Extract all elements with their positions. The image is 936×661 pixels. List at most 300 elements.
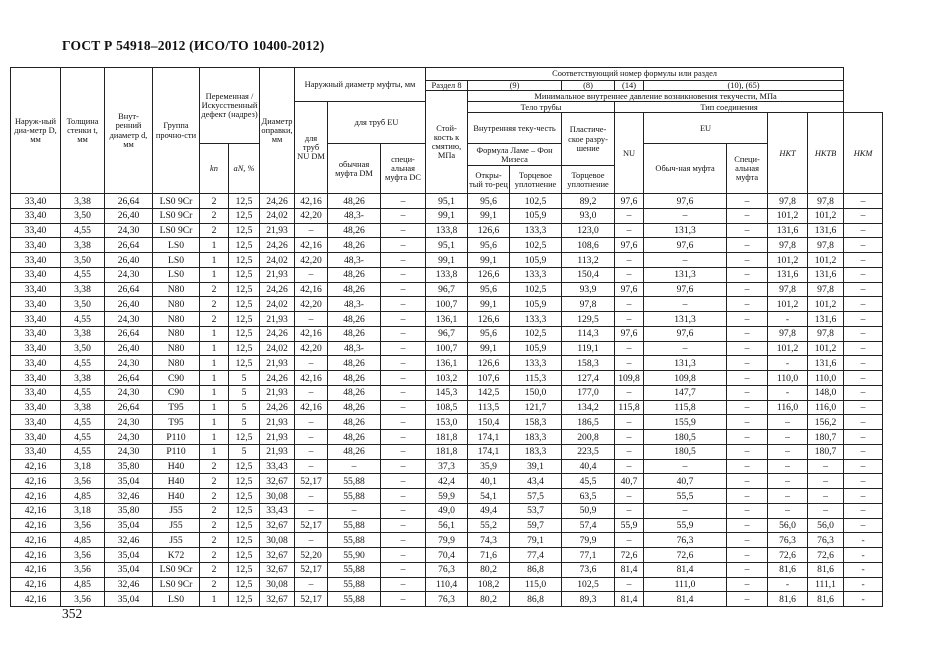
table-cell: 95,6 bbox=[468, 326, 510, 341]
table-cell: – bbox=[644, 253, 727, 268]
table-cell: 42,16 bbox=[11, 548, 61, 563]
header-wall: Толщина стенки t, мм bbox=[61, 68, 105, 194]
table-cell: 1 bbox=[200, 592, 229, 607]
table-cell: 131,3 bbox=[644, 356, 727, 371]
table-row bbox=[11, 238, 883, 253]
table-cell: 24,26 bbox=[260, 371, 295, 386]
table-cell: 80,2 bbox=[468, 592, 510, 607]
table-cell: – bbox=[295, 459, 328, 474]
header-crush: Стой-кость к смятию, МПа bbox=[426, 91, 468, 194]
table-cell: 174,1 bbox=[468, 430, 510, 445]
table-cell: 21,93 bbox=[260, 444, 295, 459]
table-cell: 1 bbox=[200, 238, 229, 253]
table-cell: – bbox=[381, 356, 426, 371]
table-cell: – bbox=[844, 326, 883, 341]
table-cell: 30,08 bbox=[260, 489, 295, 504]
table-cell: 2 bbox=[200, 474, 229, 489]
table-row bbox=[11, 208, 883, 223]
table-cell: – bbox=[644, 208, 727, 223]
table-cell: 26,64 bbox=[105, 326, 153, 341]
header-formula-section: Соответствующий номер формулы или раздел bbox=[426, 68, 844, 81]
table-cell: 131,6 bbox=[808, 223, 844, 238]
data-table bbox=[10, 67, 883, 607]
table-cell: 126,6 bbox=[468, 223, 510, 238]
table-cell: 180,5 bbox=[644, 444, 727, 459]
table-cell: 53,7 bbox=[510, 503, 562, 518]
table-cell: 1 bbox=[200, 400, 229, 415]
table-cell: 52,17 bbox=[295, 518, 328, 533]
table-cell: – bbox=[615, 253, 644, 268]
table-row bbox=[11, 371, 883, 386]
table-cell: 35,04 bbox=[105, 548, 153, 563]
table-cell: 133,3 bbox=[510, 267, 562, 282]
table-cell: 97,6 bbox=[615, 282, 644, 297]
table-cell: 42,16 bbox=[295, 282, 328, 297]
table-cell: 2 bbox=[200, 562, 229, 577]
table-cell: 4,55 bbox=[61, 356, 105, 371]
table-cell: – bbox=[844, 267, 883, 282]
table-cell: 26,64 bbox=[105, 282, 153, 297]
table-cell: 12,5 bbox=[229, 312, 260, 327]
table-cell: 1 bbox=[200, 385, 229, 400]
table-cell: 40,7 bbox=[644, 474, 727, 489]
table-cell: 96,7 bbox=[426, 326, 468, 341]
table-cell: 50,9 bbox=[562, 503, 615, 518]
table-cell: 97,8 bbox=[768, 194, 808, 209]
table-cell: – bbox=[381, 489, 426, 504]
table-cell: – bbox=[727, 223, 768, 238]
table-cell: – bbox=[727, 459, 768, 474]
table-cell: 35,04 bbox=[105, 562, 153, 577]
table-cell: 71,6 bbox=[468, 548, 510, 563]
table-cell: 177,0 bbox=[562, 385, 615, 400]
table-cell: 72,6 bbox=[808, 548, 844, 563]
table-cell: – bbox=[644, 297, 727, 312]
table-cell: 42,16 bbox=[11, 503, 61, 518]
table-cell: 80,2 bbox=[468, 562, 510, 577]
table-cell: 12,5 bbox=[229, 253, 260, 268]
table-row bbox=[11, 194, 883, 209]
table-cell: 115,8 bbox=[644, 400, 727, 415]
table-cell: – bbox=[727, 503, 768, 518]
header-lame: Формула Ламе – Фон Мизеса bbox=[468, 144, 562, 166]
table-cell: 55,5 bbox=[644, 489, 727, 504]
table-cell: – bbox=[381, 400, 426, 415]
table-cell: 99,1 bbox=[426, 253, 468, 268]
table-cell: 37,3 bbox=[426, 459, 468, 474]
table-cell: 1 bbox=[200, 356, 229, 371]
table-cell: 33,40 bbox=[11, 223, 61, 238]
table-cell: 131,6 bbox=[808, 312, 844, 327]
table-cell: 109,8 bbox=[644, 371, 727, 386]
table-cell: 111,1 bbox=[808, 577, 844, 592]
table-cell: 72,6 bbox=[768, 548, 808, 563]
table-cell: – bbox=[381, 312, 426, 327]
table-cell: 126,6 bbox=[468, 312, 510, 327]
header-internal-yield: Внутренняя теку-честь bbox=[468, 113, 562, 144]
table-cell: – bbox=[808, 459, 844, 474]
table-cell: – bbox=[727, 518, 768, 533]
table-cell: 55,88 bbox=[328, 592, 381, 607]
table-cell: 136,1 bbox=[426, 312, 468, 327]
table-cell: 136,1 bbox=[426, 356, 468, 371]
table-cell: 26,40 bbox=[105, 341, 153, 356]
table-cell: 3,18 bbox=[61, 459, 105, 474]
table-cell: 99,1 bbox=[468, 341, 510, 356]
table-cell: 55,90 bbox=[328, 548, 381, 563]
table-cell: – bbox=[615, 341, 644, 356]
table-cell: 21,93 bbox=[260, 312, 295, 327]
table-cell: N80 bbox=[153, 297, 200, 312]
table-cell: 97,6 bbox=[615, 238, 644, 253]
header-sec8: Раздел 8 bbox=[426, 81, 468, 91]
table-cell: 156,2 bbox=[808, 415, 844, 430]
table-cell: H40 bbox=[153, 459, 200, 474]
table-cell: 119,1 bbox=[562, 341, 615, 356]
header-open-end: Откры-тый то-рец bbox=[468, 166, 510, 194]
table-cell: 56,0 bbox=[808, 518, 844, 533]
table-cell: – bbox=[381, 577, 426, 592]
table-cell: - bbox=[844, 562, 883, 577]
table-cell: 24,30 bbox=[105, 223, 153, 238]
table-cell: 2 bbox=[200, 194, 229, 209]
table-cell: 134,2 bbox=[562, 400, 615, 415]
table-cell: – bbox=[615, 385, 644, 400]
table-cell: 131,6 bbox=[808, 356, 844, 371]
table-cell: 79,9 bbox=[562, 533, 615, 548]
table-cell: 4,85 bbox=[61, 577, 105, 592]
table-cell: 24,30 bbox=[105, 430, 153, 445]
table-cell: 93,0 bbox=[562, 208, 615, 223]
table-row bbox=[11, 503, 883, 518]
table-cell: 35,80 bbox=[105, 503, 153, 518]
table-cell: 12,5 bbox=[229, 223, 260, 238]
table-cell: 48,26 bbox=[328, 356, 381, 371]
table-cell: 56,1 bbox=[426, 518, 468, 533]
table-cell: 12,5 bbox=[229, 341, 260, 356]
table-cell: – bbox=[381, 341, 426, 356]
table-cell: 97,8 bbox=[808, 238, 844, 253]
table-cell: 76,3 bbox=[644, 533, 727, 548]
table-cell: 1 bbox=[200, 371, 229, 386]
table-cell: 59,9 bbox=[426, 489, 468, 504]
table-cell: 2 bbox=[200, 518, 229, 533]
table-cell: 2 bbox=[200, 489, 229, 504]
table-cell: LS0 9Cr bbox=[153, 208, 200, 223]
table-cell: 55,88 bbox=[328, 518, 381, 533]
table-cell: 150,4 bbox=[562, 267, 615, 282]
table-cell: – bbox=[727, 341, 768, 356]
table-row bbox=[11, 533, 883, 548]
table-cell: – bbox=[644, 503, 727, 518]
table-cell: – bbox=[844, 503, 883, 518]
header-f9: (9) bbox=[468, 81, 562, 91]
table-cell: 115,3 bbox=[510, 371, 562, 386]
table-cell: 52,17 bbox=[295, 474, 328, 489]
table-cell: 35,04 bbox=[105, 518, 153, 533]
table-cell: 181,8 bbox=[426, 444, 468, 459]
table-cell: – bbox=[768, 474, 808, 489]
table-cell: 12,5 bbox=[229, 297, 260, 312]
table-cell: 26,64 bbox=[105, 194, 153, 209]
table-cell: 24,26 bbox=[260, 282, 295, 297]
table-cell: 52,17 bbox=[295, 562, 328, 577]
table-cell: 1 bbox=[200, 267, 229, 282]
table-cell: 109,8 bbox=[615, 371, 644, 386]
table-cell: 4,85 bbox=[61, 489, 105, 504]
table-cell: 97,8 bbox=[768, 282, 808, 297]
table-cell: 150,4 bbox=[468, 415, 510, 430]
table-cell: 30,08 bbox=[260, 577, 295, 592]
table-cell: - bbox=[844, 592, 883, 607]
table-cell: 2 bbox=[200, 312, 229, 327]
table-cell: – bbox=[768, 444, 808, 459]
table-cell: 70,4 bbox=[426, 548, 468, 563]
table-cell: 1 bbox=[200, 326, 229, 341]
table-cell: 133,3 bbox=[510, 312, 562, 327]
table-cell: – bbox=[615, 208, 644, 223]
table-cell: 113,2 bbox=[562, 253, 615, 268]
table-cell: 12,5 bbox=[229, 503, 260, 518]
table-cell: 2 bbox=[200, 208, 229, 223]
table-cell: 3,18 bbox=[61, 503, 105, 518]
table-cell: 2 bbox=[200, 577, 229, 592]
table-cell: 101,2 bbox=[808, 297, 844, 312]
table-cell: 33,40 bbox=[11, 326, 61, 341]
table-cell: – bbox=[381, 385, 426, 400]
table-cell: 48,26 bbox=[328, 415, 381, 430]
table-cell: – bbox=[844, 238, 883, 253]
header-special: специ-альная муфта DC bbox=[381, 144, 426, 194]
table-row bbox=[11, 518, 883, 533]
table-cell: 86,8 bbox=[510, 562, 562, 577]
table-cell: 42,16 bbox=[295, 400, 328, 415]
table-cell: 5 bbox=[229, 400, 260, 415]
table-cell: – bbox=[381, 533, 426, 548]
table-cell: 4,55 bbox=[61, 444, 105, 459]
table-cell: – bbox=[727, 533, 768, 548]
header-f8: (8) bbox=[562, 81, 615, 91]
table-cell: 180,7 bbox=[808, 430, 844, 445]
table-cell: N80 bbox=[153, 356, 200, 371]
table-cell: – bbox=[844, 341, 883, 356]
table-cell: 79,1 bbox=[510, 533, 562, 548]
table-cell: – bbox=[727, 194, 768, 209]
table-cell: 102,5 bbox=[510, 238, 562, 253]
table-cell: 100,7 bbox=[426, 341, 468, 356]
table-cell: 3,56 bbox=[61, 548, 105, 563]
table-cell: 133,3 bbox=[510, 356, 562, 371]
table-cell: 33,40 bbox=[11, 385, 61, 400]
table-cell: 12,5 bbox=[229, 282, 260, 297]
table-cell: 12,5 bbox=[229, 208, 260, 223]
header-an: aN, % bbox=[229, 144, 260, 194]
table-row bbox=[11, 400, 883, 415]
table-cell: 121,7 bbox=[510, 400, 562, 415]
table-cell: 42,4 bbox=[426, 474, 468, 489]
table-cell: 2 bbox=[200, 503, 229, 518]
table-cell: – bbox=[768, 489, 808, 504]
table-cell: 76,3 bbox=[426, 592, 468, 607]
table-cell: N80 bbox=[153, 312, 200, 327]
table-cell: 12,5 bbox=[229, 577, 260, 592]
table-cell: K72 bbox=[153, 548, 200, 563]
table-cell: – bbox=[844, 297, 883, 312]
header-f10-65: (10), (65) bbox=[644, 81, 844, 91]
table-cell: – bbox=[381, 592, 426, 607]
table-cell: 12,5 bbox=[229, 459, 260, 474]
table-cell: 97,8 bbox=[808, 194, 844, 209]
table-cell: 2 bbox=[200, 282, 229, 297]
table-cell: 155,9 bbox=[644, 415, 727, 430]
table-row bbox=[11, 297, 883, 312]
table-cell: 32,46 bbox=[105, 533, 153, 548]
table-cell: 131,3 bbox=[644, 267, 727, 282]
table-cell: 158,3 bbox=[562, 356, 615, 371]
table-row bbox=[11, 282, 883, 297]
table-cell: – bbox=[727, 400, 768, 415]
table-row bbox=[11, 474, 883, 489]
table-cell: 33,40 bbox=[11, 208, 61, 223]
table-cell: 48,3- bbox=[328, 297, 381, 312]
table-cell: 95,6 bbox=[468, 194, 510, 209]
table-cell: 32,67 bbox=[260, 474, 295, 489]
table-cell: 40,7 bbox=[615, 474, 644, 489]
table-cell: – bbox=[808, 489, 844, 504]
table-header bbox=[11, 68, 883, 194]
table-cell: 48,26 bbox=[328, 238, 381, 253]
table-cell: 40,1 bbox=[468, 474, 510, 489]
table-cell: – bbox=[844, 371, 883, 386]
table-cell: – bbox=[615, 356, 644, 371]
table-cell: 42,16 bbox=[295, 371, 328, 386]
table-cell: 24,30 bbox=[105, 312, 153, 327]
table-cell: – bbox=[727, 489, 768, 504]
table-cell: 158,3 bbox=[510, 415, 562, 430]
table-cell: – bbox=[844, 459, 883, 474]
table-cell: 26,64 bbox=[105, 400, 153, 415]
table-cell: 42,20 bbox=[295, 253, 328, 268]
table-cell: 33,40 bbox=[11, 253, 61, 268]
table-cell: 32,67 bbox=[260, 518, 295, 533]
table-cell: 24,30 bbox=[105, 444, 153, 459]
table-cell: – bbox=[844, 430, 883, 445]
table-cell: – bbox=[615, 297, 644, 312]
table-cell: – bbox=[844, 415, 883, 430]
table-cell: 54,1 bbox=[468, 489, 510, 504]
table-cell: 110,0 bbox=[808, 371, 844, 386]
table-cell: H40 bbox=[153, 474, 200, 489]
table-cell: 81,6 bbox=[808, 592, 844, 607]
table-cell: 81,4 bbox=[644, 592, 727, 607]
table-cell: 32,46 bbox=[105, 489, 153, 504]
table-cell: 129,5 bbox=[562, 312, 615, 327]
table-cell: 24,02 bbox=[260, 297, 295, 312]
table-cell: – bbox=[381, 208, 426, 223]
table-cell: – bbox=[844, 385, 883, 400]
table-cell: 97,8 bbox=[768, 238, 808, 253]
table-cell: 5 bbox=[229, 371, 260, 386]
table-cell: – bbox=[295, 267, 328, 282]
table-cell: 48,26 bbox=[328, 312, 381, 327]
table-cell: 100,7 bbox=[426, 297, 468, 312]
table-cell: 3,56 bbox=[61, 518, 105, 533]
table-cell: 12,5 bbox=[229, 326, 260, 341]
table-cell: – bbox=[727, 562, 768, 577]
table-cell: 3,50 bbox=[61, 341, 105, 356]
table-cell: 3,38 bbox=[61, 400, 105, 415]
table-cell: – bbox=[381, 548, 426, 563]
table-row bbox=[11, 326, 883, 341]
header-plastic: Пластиче-ское разру-шение bbox=[562, 113, 615, 166]
table-cell: 3,38 bbox=[61, 194, 105, 209]
table-cell: 24,26 bbox=[260, 238, 295, 253]
table-cell: – bbox=[381, 459, 426, 474]
table-cell: 12,5 bbox=[229, 489, 260, 504]
table-cell: 131,3 bbox=[644, 223, 727, 238]
table-cell: 1 bbox=[200, 341, 229, 356]
table-cell: 42,20 bbox=[295, 341, 328, 356]
table-cell: – bbox=[381, 223, 426, 238]
header-conn-type: Тип соединения bbox=[615, 102, 844, 113]
table-cell: 116,0 bbox=[808, 400, 844, 415]
table-cell: – bbox=[727, 474, 768, 489]
header-end-seal-2: Торцевое уплотнение bbox=[562, 166, 615, 194]
table-cell: 95,1 bbox=[426, 194, 468, 209]
table-cell: 101,2 bbox=[768, 341, 808, 356]
table-cell: 42,16 bbox=[11, 592, 61, 607]
table-cell: 97,6 bbox=[644, 194, 727, 209]
table-cell: 101,2 bbox=[768, 253, 808, 268]
table-cell: 32,46 bbox=[105, 577, 153, 592]
table-cell: 145,3 bbox=[426, 385, 468, 400]
table-cell: – bbox=[328, 459, 381, 474]
table-cell: – bbox=[844, 518, 883, 533]
table-cell: 105,9 bbox=[510, 297, 562, 312]
table-cell: 21,93 bbox=[260, 385, 295, 400]
table-row bbox=[11, 459, 883, 474]
table-cell: 148,0 bbox=[808, 385, 844, 400]
table-cell: 33,40 bbox=[11, 415, 61, 430]
table-cell: – bbox=[381, 282, 426, 297]
table-cell: – bbox=[295, 577, 328, 592]
table-cell: 131,6 bbox=[768, 267, 808, 282]
table-cell: 12,5 bbox=[229, 238, 260, 253]
table-cell: 24,30 bbox=[105, 385, 153, 400]
table-cell: – bbox=[844, 444, 883, 459]
table-cell: 3,38 bbox=[61, 371, 105, 386]
table-cell: 63,5 bbox=[562, 489, 615, 504]
table-cell: 97,6 bbox=[644, 238, 727, 253]
table-cell: 33,40 bbox=[11, 430, 61, 445]
table-cell: 42,16 bbox=[295, 194, 328, 209]
table-cell: 55,2 bbox=[468, 518, 510, 533]
table-cell: N80 bbox=[153, 341, 200, 356]
table-row bbox=[11, 267, 883, 282]
table-cell: C90 bbox=[153, 385, 200, 400]
table-cell: 5 bbox=[229, 415, 260, 430]
table-cell: 33,40 bbox=[11, 297, 61, 312]
table-row bbox=[11, 548, 883, 563]
table-cell: – bbox=[644, 459, 727, 474]
table-cell: – bbox=[381, 194, 426, 209]
table-cell: 24,26 bbox=[260, 326, 295, 341]
table-cell: – bbox=[727, 415, 768, 430]
table-cell: – bbox=[727, 592, 768, 607]
table-cell: 35,04 bbox=[105, 592, 153, 607]
table-cell: 81,6 bbox=[768, 592, 808, 607]
table-row bbox=[11, 562, 883, 577]
